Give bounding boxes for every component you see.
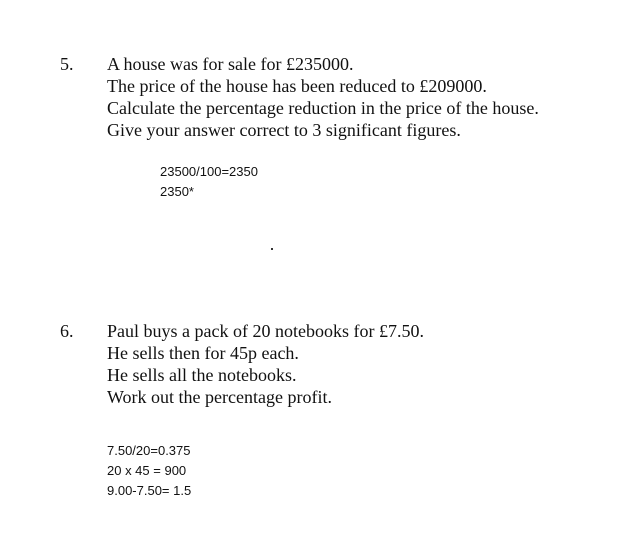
working-line: 7.50/20=0.375 xyxy=(107,443,191,458)
question-5-text xyxy=(107,53,539,141)
question-5-line: The price of the house has been reduced to £209000. xyxy=(107,76,487,96)
question-6-line: He sells all the notebooks. xyxy=(107,365,297,385)
working-line: 2350* xyxy=(160,184,194,199)
working-line: 9.00-7.50= 1.5 xyxy=(107,483,192,498)
question-6-line: Work out the percentage profit. xyxy=(107,387,332,407)
question-6-number: 6. xyxy=(60,321,74,341)
question-5-line: A house was for sale for £235000. xyxy=(107,54,354,74)
question-6-line: Paul buys a pack of 20 notebooks for £7.50. xyxy=(107,321,424,341)
question-6-working xyxy=(107,441,191,501)
question-5-number: 5. xyxy=(60,54,74,74)
question-6-text xyxy=(107,320,424,408)
working-line: 20 x 45 = 900 xyxy=(107,463,187,478)
stray-mark xyxy=(271,248,273,250)
question-5-working xyxy=(160,162,258,202)
question-6-line: He sells then for 45p each. xyxy=(107,343,299,363)
question-5-line: Give your answer correct to 3 significant figures. xyxy=(107,120,461,140)
question-5-line: Calculate the percentage reduction in the price of the house. xyxy=(107,98,539,118)
working-line: 23500/100=2350 xyxy=(160,164,258,179)
